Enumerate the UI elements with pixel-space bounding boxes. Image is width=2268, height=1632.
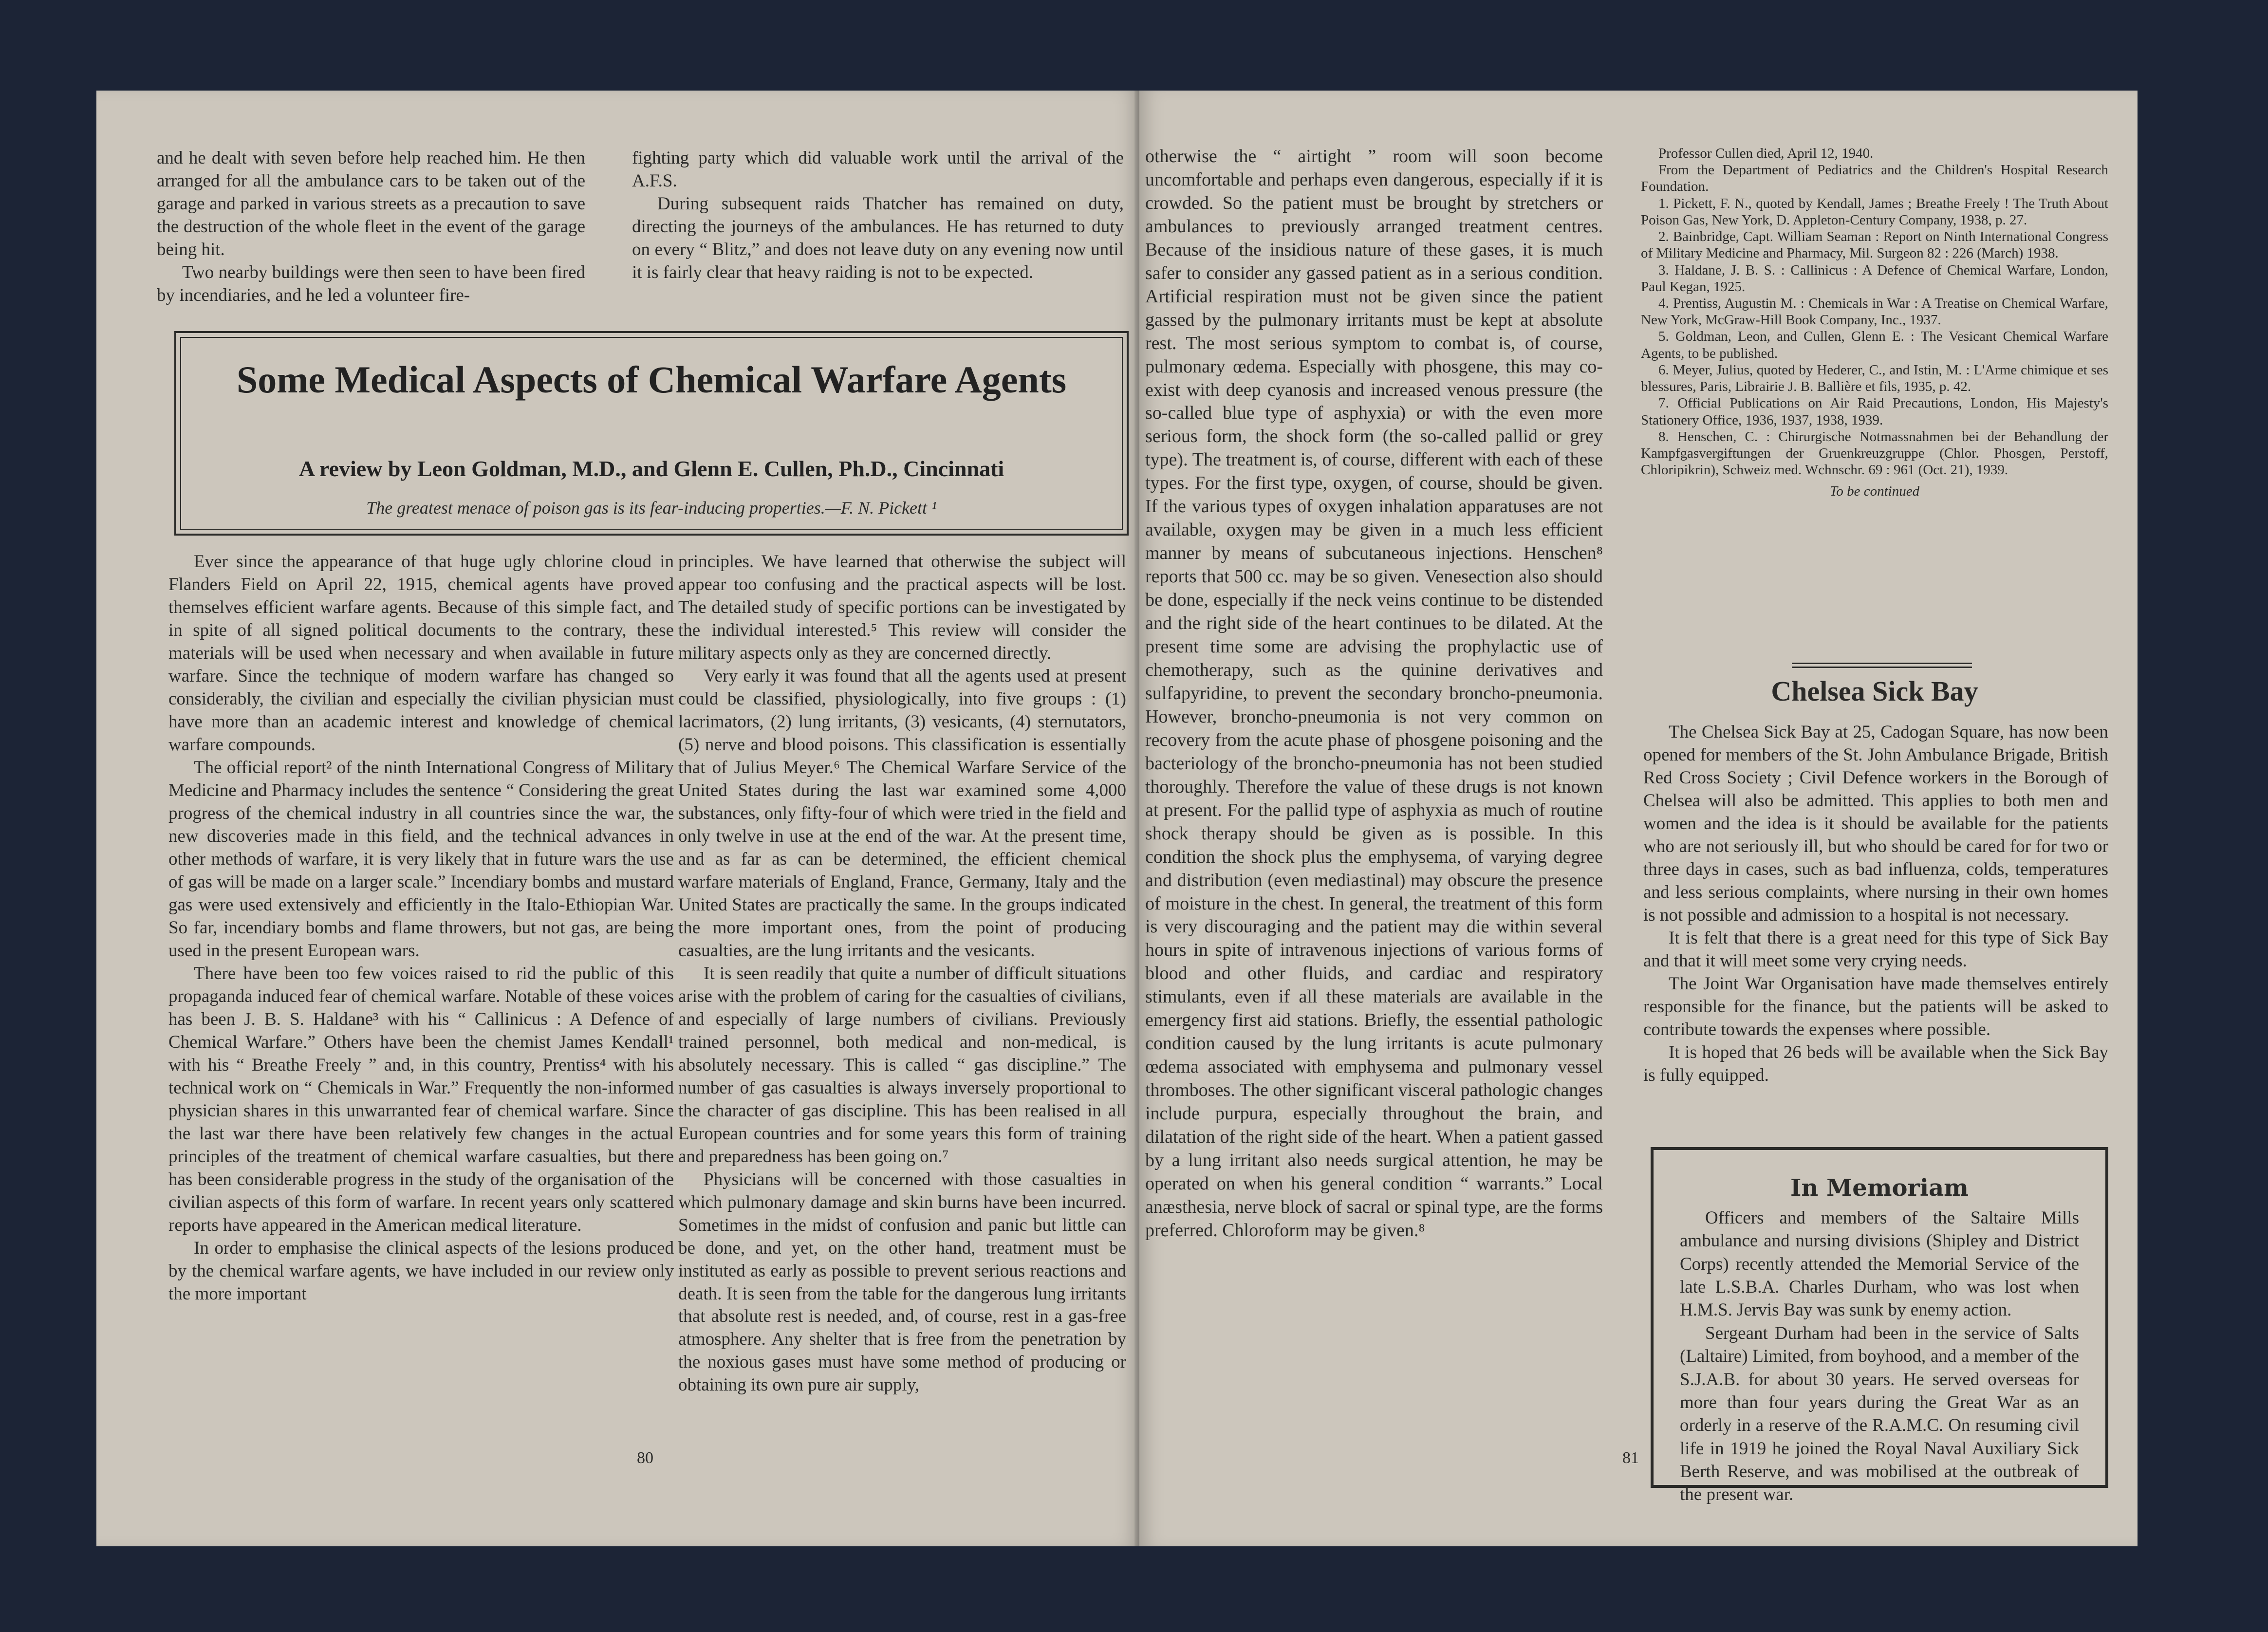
paragraph: During subsequent raids Thatcher has remained on duty, directing the journeys of the ambulances. He has returned to duty on every “ Blitz,” and does not leave duty on any evening now until it is fairly clear that heavy raiding is not to be expected. bbox=[632, 193, 1124, 282]
paragraph: The Joint War Organisation have made themselves entirely responsible for the finance, but the patients will be asked to contribute towards the expenses where possible. bbox=[1643, 973, 2108, 1039]
page-number: 80 bbox=[637, 1449, 653, 1467]
paragraph: fighting party which did valuable work until the arrival of the A.F.S. bbox=[632, 148, 1124, 191]
paragraph: In order to emphasise the clinical aspects of the lesions produced by the chemical warfare agents, we have included in our review only the more important bbox=[168, 1238, 674, 1304]
paragraph: It is hoped that 26 beds will be available when the Sick Bay is fully equipped. bbox=[1643, 1042, 2108, 1085]
memorial-article bbox=[1680, 1206, 2079, 1506]
memorial-heading: In Memoriam bbox=[1790, 1174, 1969, 1202]
divider bbox=[1792, 663, 1972, 664]
to-be-continued: To be continued bbox=[1829, 483, 1920, 500]
reference-item: 2. Bainbridge, Capt. William Seaman : Report on Ninth International Congress of Military Medicine and Pharmacy, Mil. Surgeon 82 : 226 (March) 1938. bbox=[1641, 229, 2108, 261]
article-epigraph: The greatest menace of poison gas is its fear-inducing properties.—F. N. Pickett ¹ bbox=[366, 498, 937, 518]
article-column-2 bbox=[678, 551, 1126, 1505]
references bbox=[1641, 145, 2108, 500]
page-number: 81 bbox=[1622, 1449, 1639, 1467]
paragraph: It is felt that there is a great need for this type of Sick Bay and that it will meet some very crying needs. bbox=[1643, 927, 2108, 971]
reference-note: Professor Cullen died, April 12, 1940. bbox=[1658, 146, 1874, 161]
reference-note: From the Department of Pediatrics and the Children's Hospital Research Foundation. bbox=[1641, 162, 2108, 195]
reference-item: 3. Haldane, J. B. S. : Callinicus : A Defence of Chemical Warfare, London, Paul Kegan, 1925. bbox=[1641, 262, 2108, 295]
paragraph: There have been too few voices raised to rid the public of this propaganda induced fear of chemical warfare. Notable of these voices has been J. B. S. Haldane³ with his “ Callinicus : A Defence of Chemical Warfare.” Others have been the chemist James Kendall¹ with his “ Breathe Freely ” and, in this country, Prentiss⁴ with his technical work on “ Chemicals in War.” Frequently the non-informed physician shares in this unwarranted fear of chemical warfare. Since the last war there have been relatively few changes in the actual principles of the treatment of chemical warfare casualties, but there has been considerable progress in the study of the organisation of the civilian aspects of this form of warfare. In recent years only scattered reports have appeared in the American medical literature. bbox=[168, 963, 674, 1235]
chelsea-article bbox=[1643, 721, 2108, 1135]
paragraph: and he dealt with seven before help reached him. He then arranged for all the ambulance cars to be taken out of the garage and parked in various streets as a precaution to save the destruction of the whole fleet in the event of the garage being hit. bbox=[157, 148, 585, 260]
paragraph: otherwise the “ airtight ” room will soon become uncomfortable and perhaps even dangerous, especially if it is crowded. So the patient must be brought by stretchers or ambulances to previously arranged treatment centres. Because of the insidious nature of these gases, it is much safer to consider any gassed patient as in a serious condition. Artificial respiration must not be given since the patient gassed by the pulmonary irritants must be kept at absolute rest. The most serious symptom to combat is, of course, pulmonary œdema. Especially with phosgene, this may co-exist with deep cyanosis and increased venous pressure (the so-called blue type of asphyxia) or with the even more serious form, the shock form (the so-called pallid or grey type). The treatment is, of course, different with each of these types. For the first type, oxygen, of course, should be given. If the various types of oxygen inhalation apparatuses are not available, oxygen may be given in a much less efficient manner by means of subcutaneous injections. Henschen⁸ reports that 500 cc. may be so given. Venesection also should be done, especially if the neck veins continue to be distended and the right side of the heart continues to be dilated. At the present time some are advising the prophylactic use of chemotherapy, such as the quinine derivatives and sulfapyridine, to prevent the secondary broncho-pneumonia. However, broncho-pneumonia is not very common on recovery from the acute phase of phosgene poisoning and the bacteriology of the broncho-pneumonia has not been studied thoroughly. Therefore the value of these drugs is not known at present. For the pallid type of asphyxia as much of routine shock therapy should be given as is possible. In this condition the shock plus the emphysema, of varying degree and distribution (even mediastinal) may obscure the presence of moisture in the chest. In general, the treatment of this form is very discouraging and the patient may die within several hours in spite of intravenous injections of various forms of blood and other fluids, and cardiac and respiratory stimulants, even if all these materials are available in the emergency first aid stations. Briefly, the essential pathologic condition caused by the lung irritants is acute pulmonary œdema associated with emphysema and pulmonary vessel thromboses. The other significant visceral pathologic changes include purpura, especially throughout the brain, and dilatation of the right side of the heart. When a patient gassed by a lung irritant also needs surgical attention, he may be operated on when his general condition “ warrants.” Local anæsthesia, nerve block of sacral or spinal type, are the forms preferred. Chloroform may be given.⁸ bbox=[1145, 146, 1603, 1241]
paragraph: Sergeant Durham had been in the service of Salts (Laltaire) Limited, from boyhood, and a member of the S.J.A.B. for about 30 years. He served overseas for more than four years during the Great War as an orderly in a reserve of the R.A.M.C. On resuming civil life in 1919 he joined the Royal Naval Auxiliary Sick Berth Reserve, and was mobilised at the outbreak of the present war. bbox=[1680, 1323, 2079, 1505]
right-page bbox=[1139, 91, 2138, 1546]
paragraph: principles. We have learned that otherwise the subject will appear too confusing and the practical aspects will be lost. The detailed study of specific portions can be investigated by the individual interested.⁵ This review will consider the military aspects only as they are concerned directly. bbox=[678, 552, 1126, 663]
reference-item: 4. Prentiss, Augustin M. : Chemicals in War : A Treatise on Chemical Warfare, New York, McGraw-Hill Book Company, Inc., 1937. bbox=[1641, 295, 2108, 328]
article-byline: A review by Leon Goldman, M.D., and Glenn E. Cullen, Ph.D., Cincinnati bbox=[298, 456, 1004, 481]
paragraph: Ever since the appearance of that huge ugly chlorine cloud in Flanders Field on April 22, 1915, chemical agents have proved themselves efficient warfare agents. Because of this simple fact, and in spite of all signed political documents to the contrary, these materials will be used when necessary and when available in future warfare. Since the technique of modern warfare has changed so considerably, the civilian and especially the civilian physician must have more than an academic interest and knowledge of chemical warfare compounds. bbox=[168, 552, 674, 755]
paragraph: Officers and members of the Saltaire Mills ambulance and nursing divisions (Shipley and District Corps) recently attended the Memorial Service of the late L.S.B.A. Charles Durham, who was lost when H.M.S. Jervis Bay was sunk by enemy action. bbox=[1680, 1208, 2079, 1320]
divider bbox=[1792, 667, 1972, 668]
paragraph: Two nearby buildings were then seen to have been fired by incendiaries, and he led a volunteer fire- bbox=[157, 262, 585, 305]
chelsea-heading: Chelsea Sick Bay bbox=[1771, 675, 1978, 707]
article-heading-box bbox=[174, 331, 1129, 536]
paragraph: The Chelsea Sick Bay at 25, Cadogan Square, has now been opened for members of the St. John Ambulance Brigade, British Red Cross Society ; Civil Defence workers in the Borough of Chelsea will also be admitted. This applies to both men and women and the idea is it should be available for the patients who are not seriously ill, but who should be cared for for two or three days in cases, such as bad influenza, colds, temperatures and less serious complaints, where nursing in their own homes is not possible and admission to a hospital is not necessary. bbox=[1643, 722, 2108, 925]
paragraph: It is seen readily that quite a number of difficult situations arise with the problem of caring for the casualties of civilians, and especially of large numbers of civilians. Previously trained personnel, both medical and non-medical, is absolutely necessary. This is called “ gas discipline.” The number of gas casualties is always inversely proportional to the character of gas discipline. This has been realised in all European countries and for some years this form of training and preparedness has been going on.⁷ bbox=[678, 963, 1126, 1167]
reference-item: 5. Goldman, Leon, and Cullen, Glenn E. : The Vesicant Chemical Warfare Agents, to be published. bbox=[1641, 329, 2108, 361]
paragraph: The official report² of the ninth International Congress of Military Medicine and Pharmacy includes the sentence “ Considering the great progress of the chemical industry in all countries since the war, the new discoveries made in this field, and the technical advances in other methods of warfare, it is very likely that in future wars the use of gas will be made on a larger scale.” Incendiary bombs and mustard gas were used extensively and efficiently in the Italo-Ethiopian War. So far, incendiary bombs and flame throwers, but not gas, are being used in the present European wars. bbox=[168, 757, 674, 961]
left-page bbox=[96, 91, 1139, 1546]
paragraph: Physicians will be concerned with those casualties in which pulmonary damage and skin burns have been incurred. Sometimes in the midst of confusion and panic but little can be done, and yet, on the other hand, treatment must be instituted as early as possible to prevent serious reactions and death. It is seen from the table for the dangerous lung irritants that absolute rest is needed, and, of course, rest in a gas-free atmosphere. Any shelter that is free from the penetration by the noxious gases must have some method of producing or obtaining its own pure air supply, bbox=[678, 1169, 1126, 1395]
continued-story-column-1 bbox=[157, 147, 585, 307]
reference-item: 7. Official Publications on Air Raid Precautions, London, His Majesty's Stationery Office, 1936, 1937, 1938, 1939. bbox=[1641, 395, 2108, 428]
memorial-box bbox=[1651, 1147, 2108, 1505]
continued-story-column-2 bbox=[632, 147, 1124, 284]
reference-item: 1. Pickett, F. N., quoted by Kendall, James ; Breathe Freely ! The Truth About Poison Gas, New York, D. Appleton-Century Company, 1938, p. 27. bbox=[1641, 195, 2108, 228]
article-column-1 bbox=[168, 551, 674, 1505]
reference-item: 6. Meyer, Julius, quoted by Hederer, C., and Istin, M. : L'Arme chimique et ses blessures, Paris, Librairie J. B. Ballière et fils, 1935, p. 42. bbox=[1641, 362, 2108, 395]
article-column-3 bbox=[1145, 145, 1603, 1508]
reference-item: 8. Henschen, C. : Chirurgische Notmassnahmen bei der Behandlung der Kampfgasvergiftungen der Gruenkreuzgruppe (Chlor. Phosgen, Perstoff, Chloripikrin), Schweiz med. Wchnschr. 69 : 961 (Oct. 21), 1939. bbox=[1641, 428, 2108, 478]
paragraph: Very early it was found that all the agents used at present could be classified, physiologically, into five groups : (1) lacrimators, (2) lung irritants, (3) vesicants, (4) sternutators, (5) nerve and blood poisons. This classification is essentially that of Julius Meyer.⁶ The Chemical Warfare Service of the United States during the last war examined some 4,000 substances, only fifty-four of which were tried in the field and only twelve in use at the end of the war. At the present time, and as far as can be determined, the efficient chemical warfare materials of England, France, Germany, Italy and the United States are practically the same. In the groups indicated the more important ones, from the point of producing casualties, are the lung irritants and the vesicants. bbox=[678, 666, 1126, 961]
article-headline: Some Medical Aspects of Chemical Warfare Agents bbox=[236, 358, 1067, 401]
